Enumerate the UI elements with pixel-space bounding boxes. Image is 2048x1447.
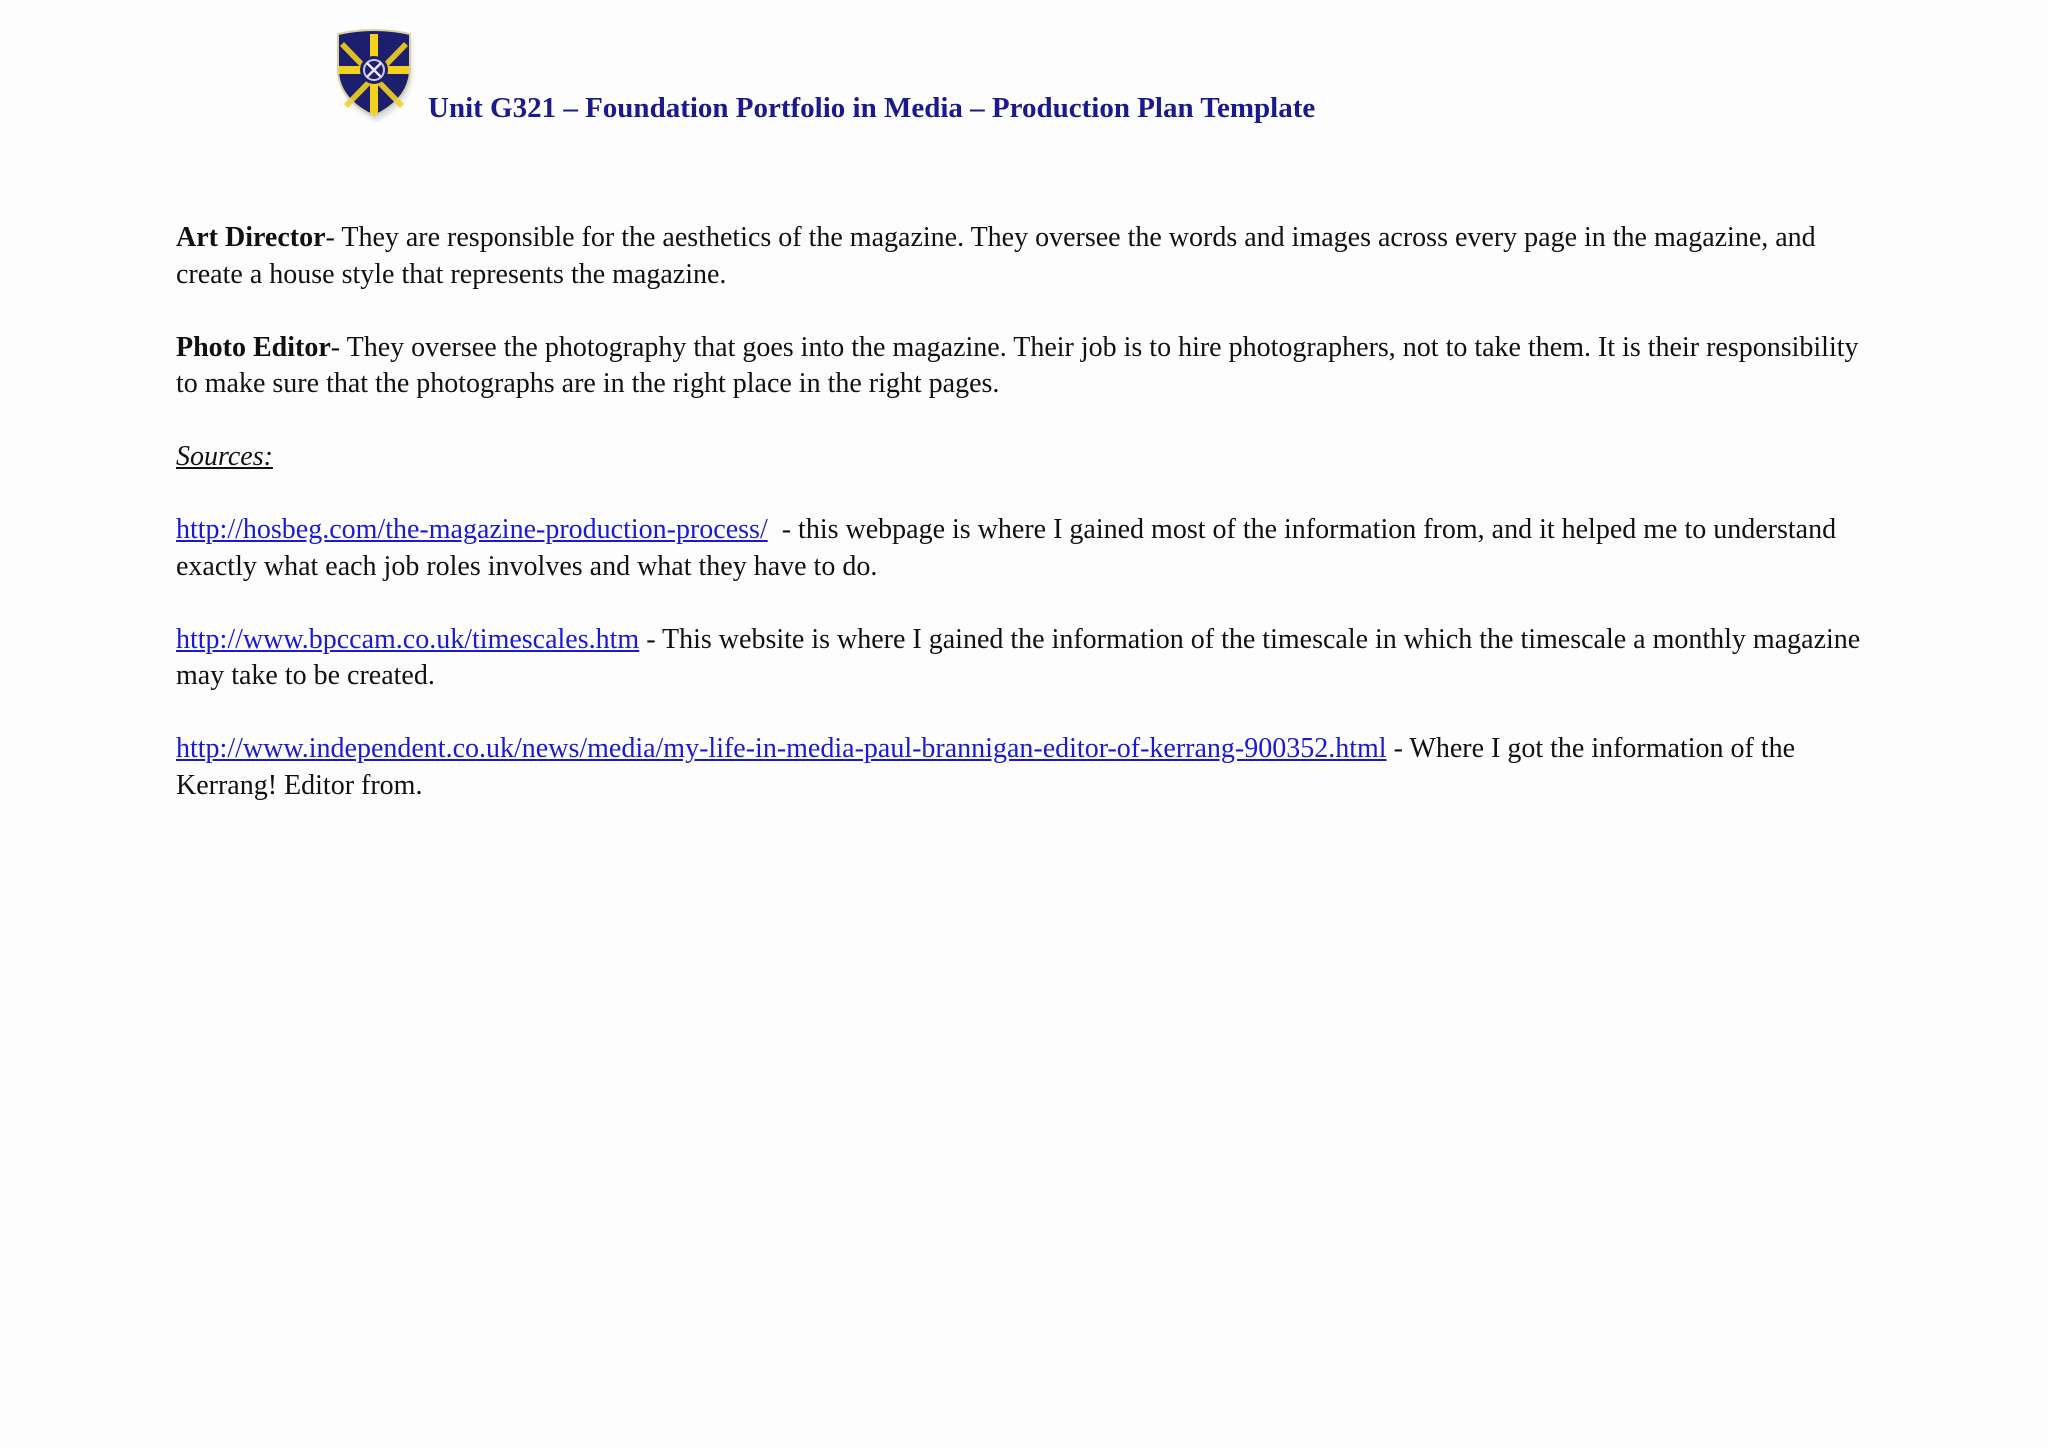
source-item: [176, 512, 1876, 585]
source-description: - This website is where I gained the information of the timescale in which the timescale a monthly magazine may take to be created.: [176, 623, 1868, 691]
source-link[interactable]: http://www.independent.co.uk/news/media/my-life-in-media-paul-brannigan-editor-of-kerrang-900352.html: [176, 733, 1387, 764]
source-item: [176, 731, 1876, 804]
source-link[interactable]: http://hosbeg.com/the-magazine-production-process/: [176, 514, 768, 545]
role-term: Art Director: [176, 222, 326, 253]
role-description: - They oversee the photography that goes into the magazine. Their job is to hire photographers, not to take them. It is their responsibility to make sure that the photographs are in the right place in the right pages.: [176, 331, 1859, 399]
source-item: [176, 622, 1876, 695]
sources-heading: Sources:: [176, 441, 273, 472]
page-title: Unit G321 – Foundation Portfolio in Media – Production Plan Template: [428, 92, 1316, 124]
school-crest-logo: [330, 26, 418, 122]
role-photo-editor: [176, 330, 1876, 403]
document-body: [176, 220, 1876, 841]
source-link[interactable]: http://www.bpccam.co.uk/timescales.htm: [176, 623, 640, 655]
role-art-director: [176, 220, 1876, 293]
role-term: Photo Editor: [176, 331, 331, 363]
role-description: - They are responsible for the aesthetics of the magazine. They oversee the words and images across every page in the magazine, and create a house style that represents the magazine.: [176, 222, 1816, 290]
source-description: - this webpage is where I gained most of the information from, and it helped me to understand exactly what each job roles involves and what they have to do.: [176, 514, 1844, 582]
source-description: - Where I got the information of the Kerrang! Editor from.: [176, 733, 1803, 801]
